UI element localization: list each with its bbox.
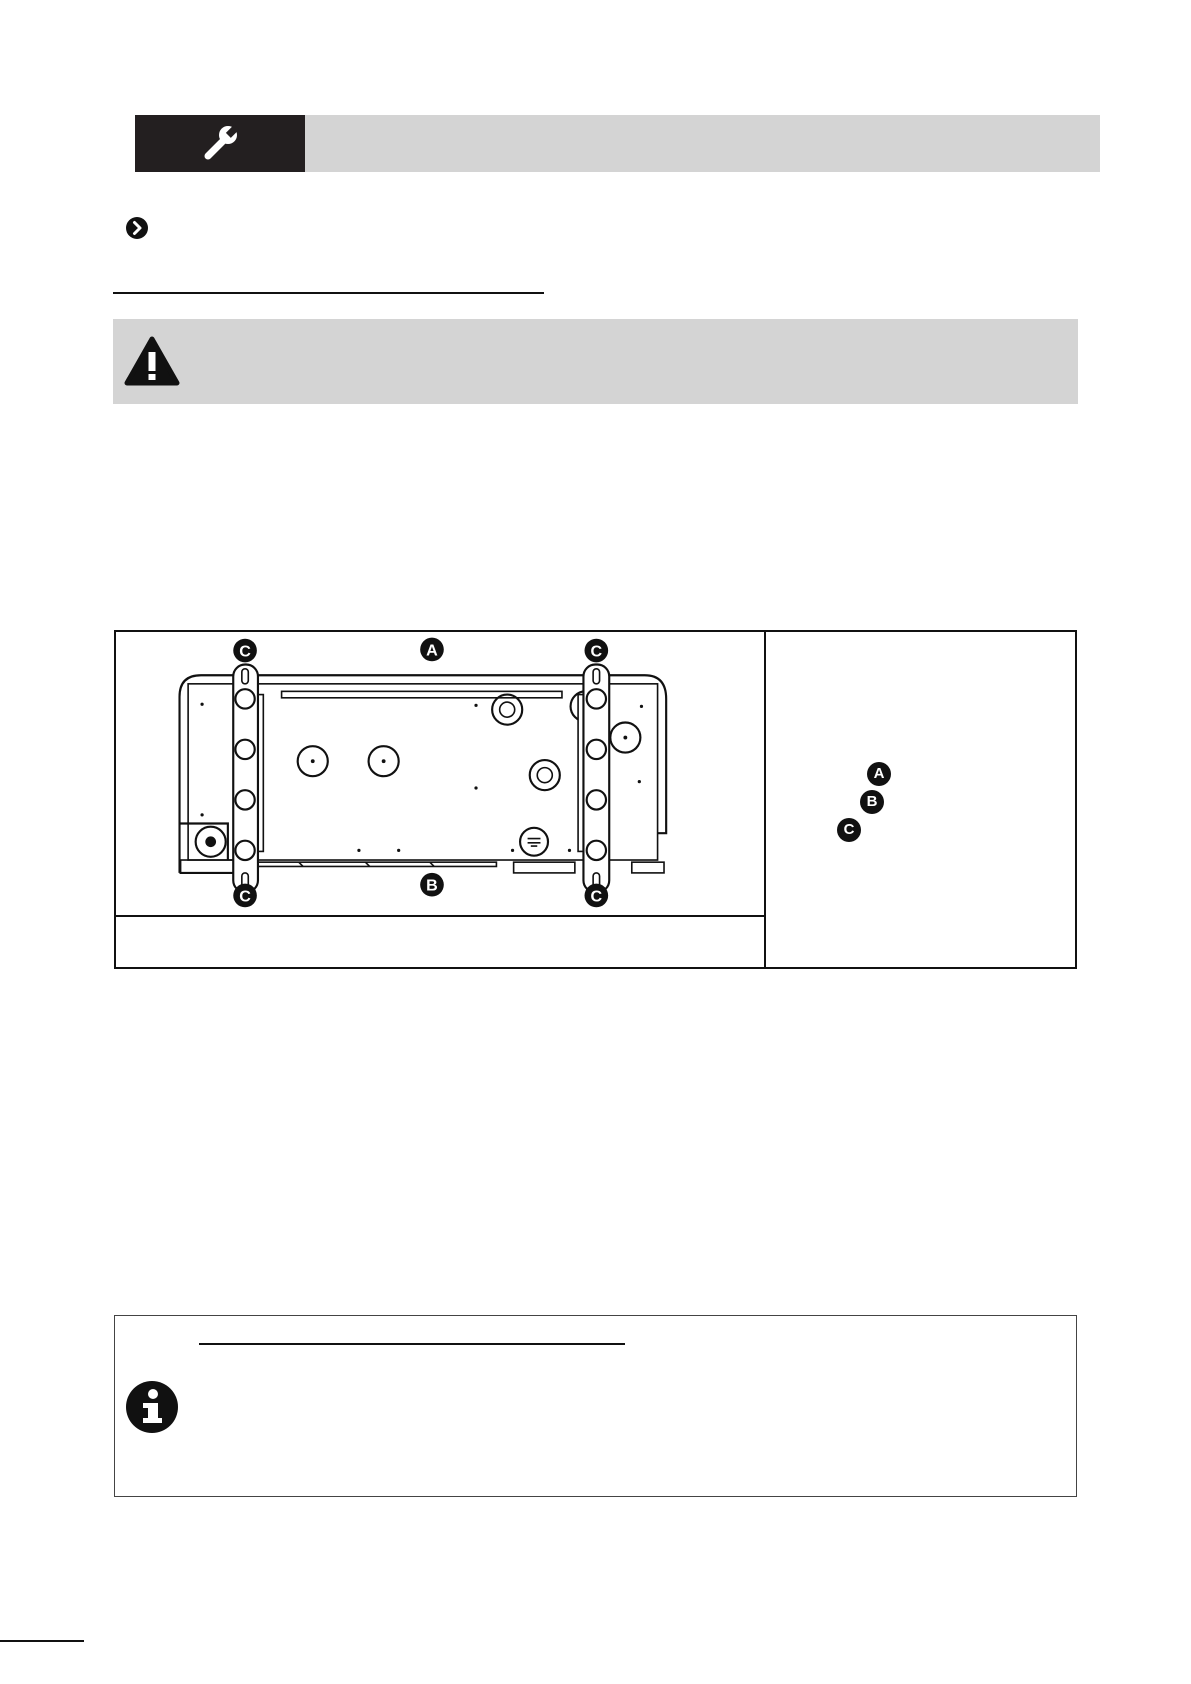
diagram-label-bottom-left [233, 884, 257, 908]
diagram-label-top-left [233, 639, 257, 663]
svg-text:B: B [426, 876, 438, 895]
diagram-label-top-right [585, 639, 609, 663]
diagram-label-bottom-right [585, 884, 609, 908]
svg-text:C: C [590, 642, 603, 661]
warning-triangle-icon [124, 336, 180, 386]
legend-marker-b: B [860, 790, 884, 814]
footer-rule [0, 1640, 84, 1642]
section-header-icon-block [135, 115, 305, 172]
svg-text:C: C [239, 887, 251, 906]
legend-marker-a: A [867, 762, 891, 786]
right-bracket [578, 665, 609, 893]
warning-box [113, 319, 1078, 404]
wrench-icon [200, 123, 240, 163]
top-slot [282, 691, 562, 697]
section-header-bar [305, 115, 1100, 172]
info-heading-underline [199, 1343, 625, 1345]
chevron-circle-icon [125, 216, 149, 240]
heading-underline [113, 292, 544, 294]
diagram-label-bottom-center [420, 873, 444, 897]
info-icon [125, 1380, 179, 1434]
left-bracket [233, 665, 263, 893]
bottom-bar [255, 862, 497, 866]
appliance-rear-diagram [114, 630, 765, 916]
diagram-label-top-center [420, 638, 444, 662]
svg-text:C: C [590, 887, 603, 906]
svg-text:A: A [426, 641, 438, 660]
svg-text:C: C [239, 642, 251, 661]
legend-marker-c: C [837, 818, 861, 842]
